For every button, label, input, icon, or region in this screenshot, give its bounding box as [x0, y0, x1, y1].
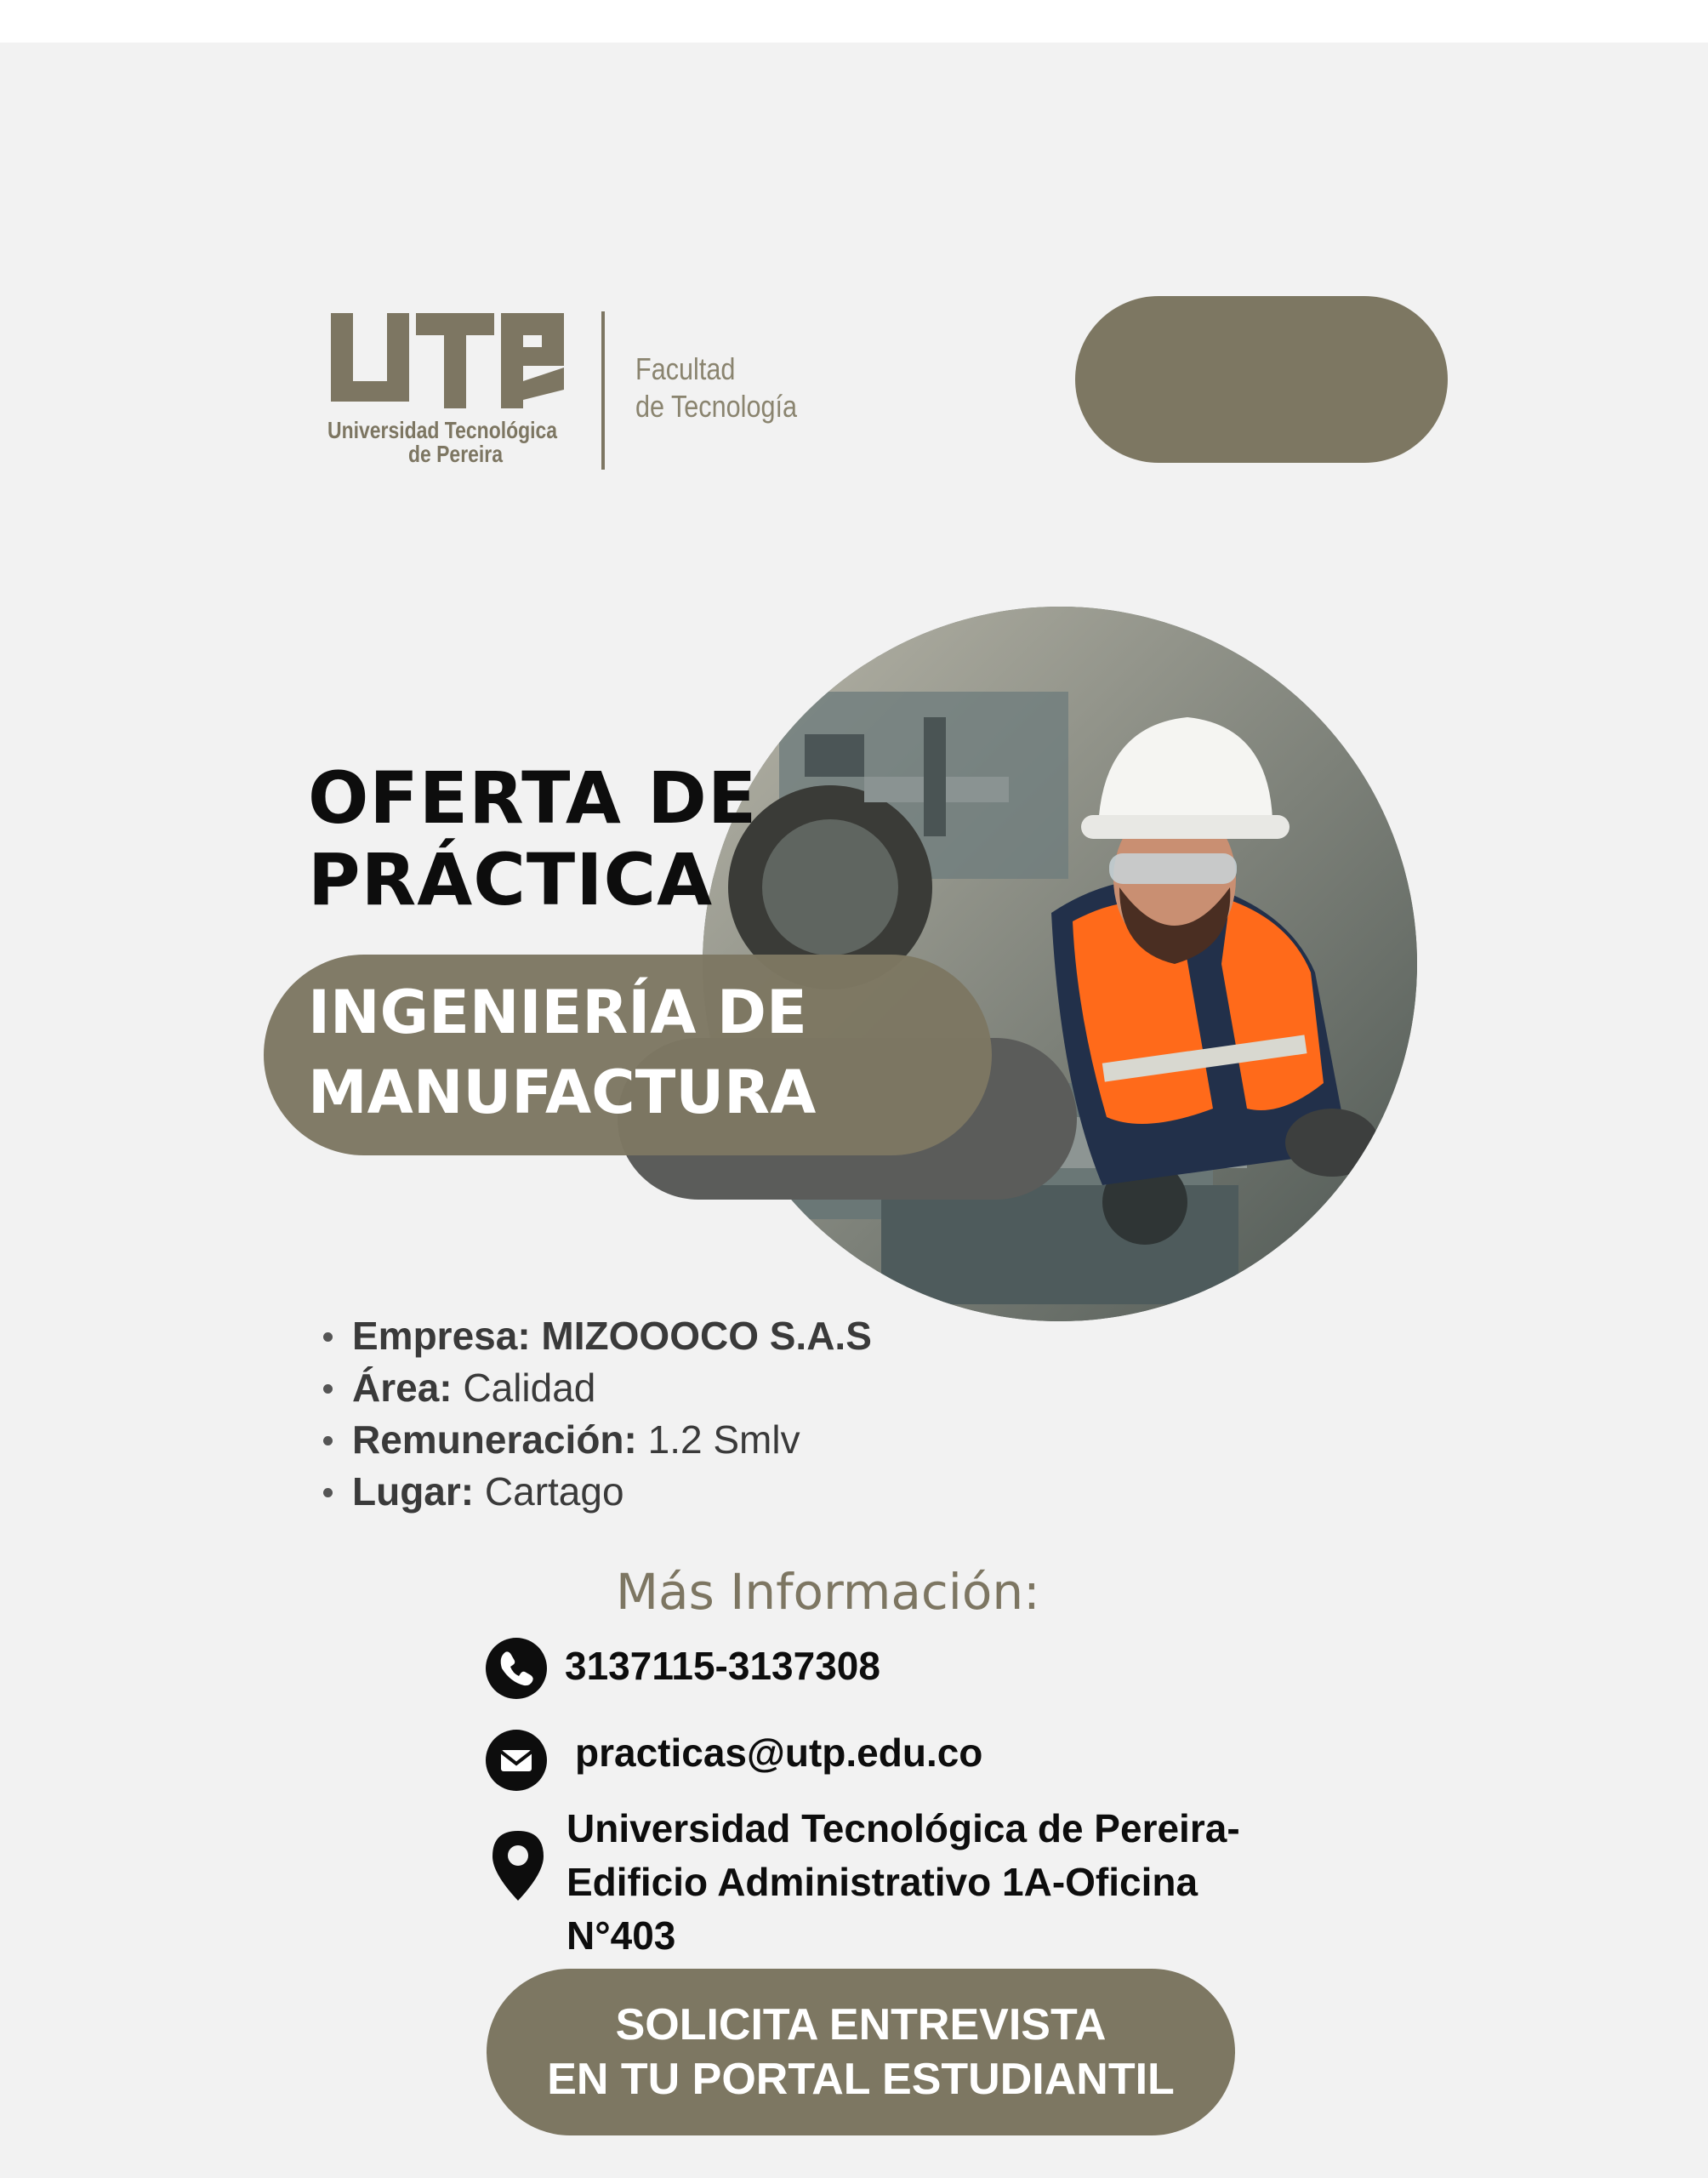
utp-logo-mark — [327, 306, 570, 417]
logo-faculty-line1: Facultad — [635, 351, 736, 386]
title-line2: PRÁCTICA — [308, 838, 714, 921]
detail-location — [316, 1466, 872, 1518]
address — [566, 1802, 1240, 1963]
request-interview-button[interactable] — [487, 1969, 1235, 2135]
program-line2: MANUFACTURA — [308, 1058, 817, 1127]
utp-logo — [327, 306, 804, 476]
program-line1: INGENIERÍA DE — [308, 978, 807, 1047]
logo-faculty-line2: de Tecnología — [635, 389, 798, 424]
location-pin-icon — [490, 1829, 546, 1902]
detail-salary-value: 1.2 Smlv — [636, 1417, 800, 1462]
cta-line2: EN TU PORTAL ESTUDIANTIL — [547, 2055, 1175, 2104]
offer-details-list — [316, 1310, 872, 1518]
envelope-icon — [485, 1729, 548, 1792]
detail-salary — [316, 1414, 872, 1466]
email-link[interactable]: practicas@utp.edu.co — [575, 1730, 983, 1775]
address-line3: N°403 — [566, 1913, 676, 1958]
page-title — [308, 757, 757, 921]
logo-university-line2: de Pereira — [407, 441, 503, 467]
decorative-pill — [1075, 296, 1448, 463]
more-info-heading: Más Información: — [616, 1563, 1040, 1621]
phone-icon — [485, 1637, 548, 1700]
detail-area-label: Área: — [352, 1366, 453, 1410]
logo-university-line1: Universidad Tecnológica — [327, 417, 558, 443]
logo-faculty — [635, 351, 797, 425]
detail-company — [316, 1310, 872, 1362]
detail-area-value: Calidad — [452, 1366, 596, 1410]
title-line1: OFERTA DE — [308, 756, 758, 840]
logo-divider — [601, 311, 605, 470]
detail-salary-label: Remuneración: — [352, 1417, 637, 1462]
detail-area — [316, 1362, 872, 1414]
address-line2: Edificio Administrativo 1A-Oficina — [566, 1860, 1198, 1904]
program-name — [308, 972, 816, 1132]
detail-location-label: Lugar: — [352, 1469, 475, 1514]
cta-line1: SOLICITA ENTREVISTA — [615, 2000, 1107, 2050]
detail-location-value: Cartago — [474, 1469, 624, 1514]
detail-company-label: Empresa: — [352, 1314, 531, 1358]
logo-university-name — [327, 417, 558, 467]
phone-number-link[interactable]: 3137115-3137308 — [565, 1644, 880, 1688]
address-line1: Universidad Tecnológica de Pereira- — [566, 1806, 1240, 1850]
detail-company-value: MIZOOOCO S.A.S — [530, 1314, 872, 1358]
